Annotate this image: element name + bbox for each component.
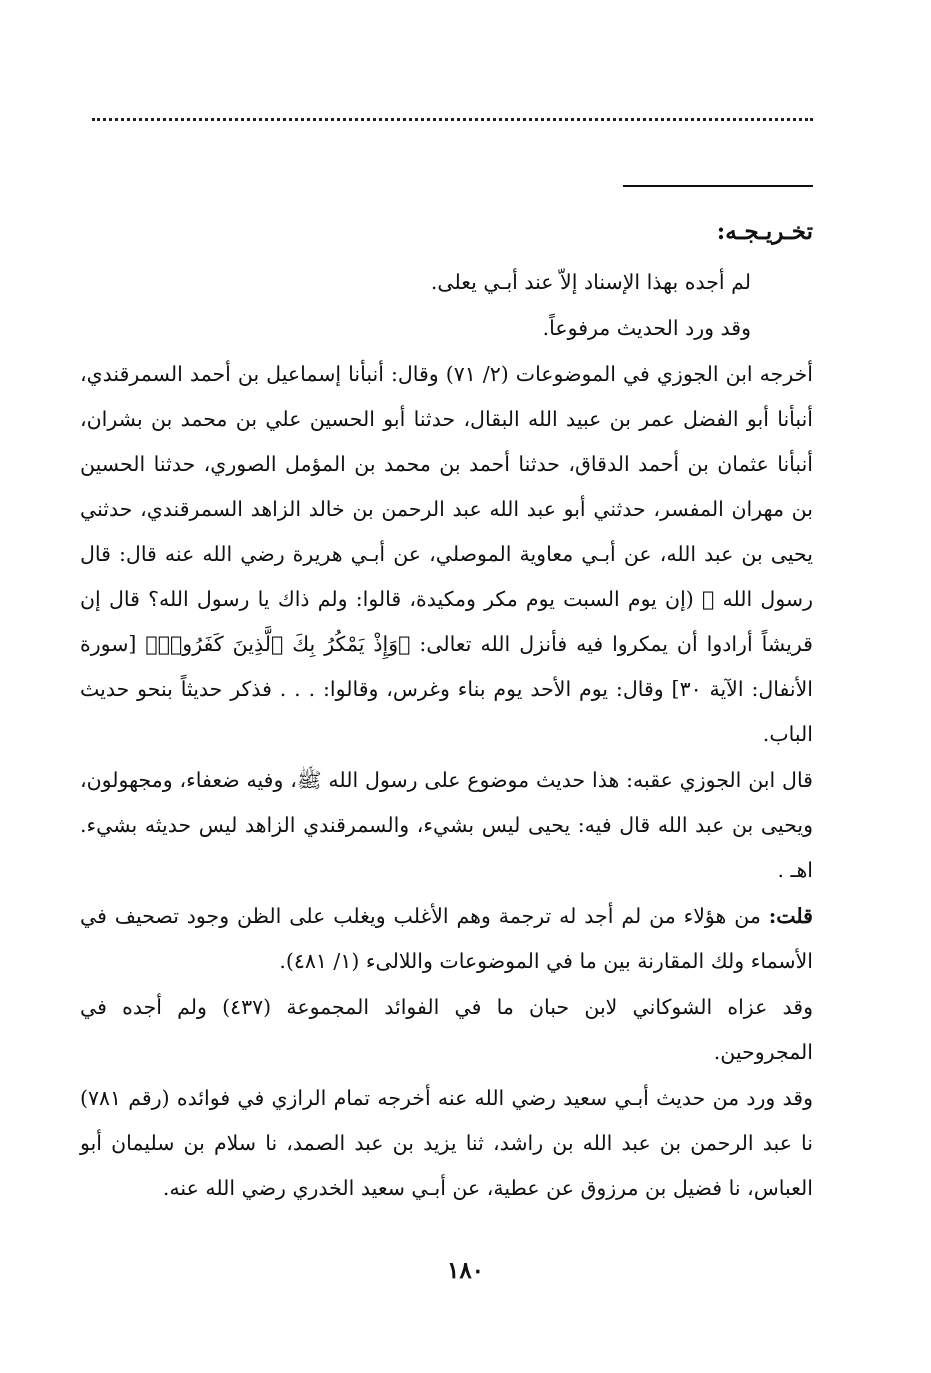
page-number: ١٨٠ (446, 1257, 485, 1284)
heading-rule (623, 185, 813, 187)
paragraph-7: وقد ورد من حديث أبـي سعيد رضي الله عنه أخرجه تمام الرازي في فوائده (رقم ٧٨١) نا عبد الرحمن بن عبد الله بن راشد، ثنا يزيد بن عبد الصمد، نا سلام بن سليمان أبو العباس، نا فضيل بن مرزوق عن عطية، عن أبـي سعيد الخدري رضي الله عنه. (80, 1086, 814, 1200)
section-heading: تخـريـجـه: (716, 218, 813, 245)
paragraph-5 (80, 894, 813, 984)
paragraph-1: لم أجده بهذا الإسناد إلاّ عند أبـي يعلى. (430, 270, 751, 294)
paragraph-4: قال ابن الجوزي عقبه: هذا حديث موضوع على رسول الله ﷺ، وفيه ضعفاء، ومجهولون، ويحيى بن عبد الله قال فيه: يحيى ليس بشيء، والسمرقندي الزاهد ليس حديثه بشيء. اهـ . (80, 768, 813, 882)
main-text (80, 260, 813, 1212)
paragraph-5-lead: قلت: (768, 904, 813, 928)
paragraph-2: وقد ورد الحديث مرفوعاً. (542, 316, 751, 340)
paragraph-3: أخرجه ابن الجوزي في الموضوعات (٢/ ٧١) وقال: أنبأنا إسماعيل بن أحمد السمرقندي، أنبأنا أبو الفضل عمر بن عبيد الله البقال، حدثنا أبو الحسين علي بن محمد بن بشران، أنبأنا عثمان بن أحمد الدقاق، حدثنا أحمد بن محمد بن المؤمل الصوري، حدثنا الحسين بن مهران المفسر، حدثني أبو عبد الله عبد الرحمن بن خالد الزاهد السمرقندي، حدثني يحيى بن عبد الله، عن أبـي معاوية الموصلي، عن أبـي هريرة رضي الله عنه قال: قال رسول الله ﷺ (إن يوم السبت يوم مكر ومكيدة، قالوا: ولم ذاك يا رسول الله؟ قال إن قريشاً أرادوا أن يمكروا فيه فأنزل الله تعالى: ﴿وَإِذْ يَمْكُرُ بِكَ ٱلَّذِينَ كَفَرُوا۟﴾ [سورة الأنفال: الآية ٣٠] وقال: يوم الأحد يوم بناء وغرس، وقالوا: . . . فذكر حديثاً بنحو حديث الباب. (80, 362, 813, 746)
dotted-separator (92, 118, 813, 135)
paragraph-6: وقد عزاه الشوكاني لابن حبان ما في الفوائد المجموعة (٤٣٧) ولم أجده في المجروحين. (80, 995, 813, 1064)
paragraph-5-body: من هؤلاء من لم أجد له ترجمة وهم الأغلب ويغلب على الظن وجود تصحيف في الأسماء ولك المقارنة بين ما في الموضوعات واللالىء (١/ ٤٨١). (80, 904, 813, 973)
